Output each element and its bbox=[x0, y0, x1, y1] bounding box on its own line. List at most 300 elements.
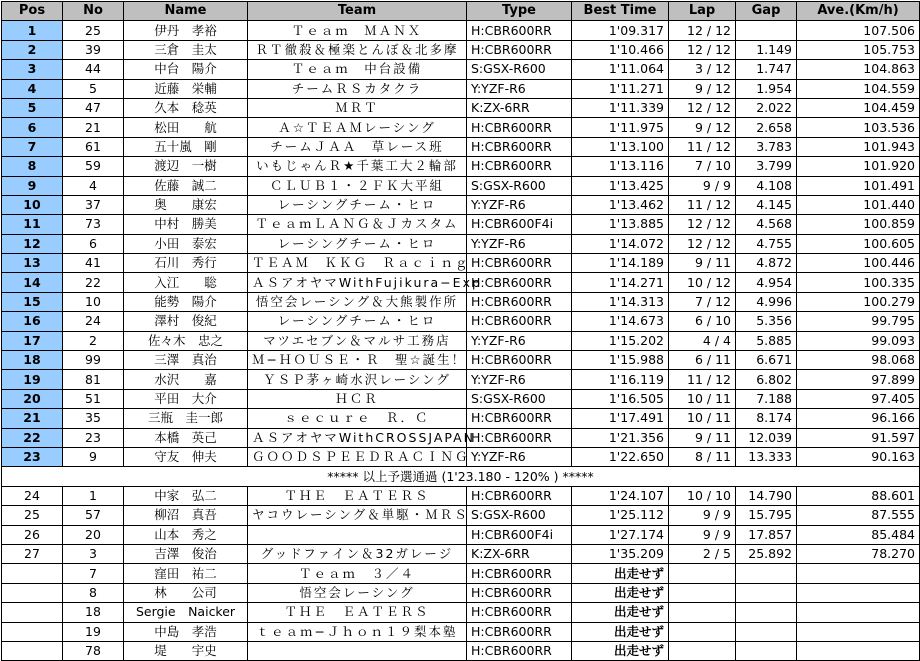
pos-cell: 20 bbox=[2, 389, 63, 408]
lap-cell: 12 / 12 bbox=[669, 40, 736, 59]
table-row bbox=[2, 292, 920, 311]
lap-cell: 12 / 12 bbox=[669, 98, 736, 117]
name-cell: 久本 稔英 bbox=[124, 98, 248, 117]
col-lap: Lap bbox=[669, 2, 736, 21]
pos-cell: 19 bbox=[2, 370, 63, 389]
average-speed-cell: 101.440 bbox=[797, 195, 920, 214]
pos-cell: 23 bbox=[2, 447, 63, 466]
table-row bbox=[2, 370, 920, 389]
type-cell: Y:YZF-R6 bbox=[467, 447, 572, 466]
dns-row bbox=[2, 564, 920, 583]
best-time-cell: 1'16.119 bbox=[572, 370, 669, 389]
best-time-cell: 1'35.209 bbox=[572, 544, 669, 563]
lap-cell: 9 / 11 bbox=[669, 254, 736, 273]
best-time-cell: 1'25.112 bbox=[572, 506, 669, 525]
col-gap: Gap bbox=[736, 2, 797, 21]
best-time-cell: 1'27.174 bbox=[572, 525, 669, 544]
dns-row bbox=[2, 603, 920, 622]
type-cell: S:GSX-R600 bbox=[467, 176, 572, 195]
best-time-cell: 1'09.317 bbox=[572, 21, 669, 40]
name-cell: 吉澤 俊治 bbox=[124, 544, 248, 563]
average-speed-cell: 91.597 bbox=[797, 428, 920, 447]
average-speed-cell bbox=[797, 603, 920, 622]
gap-cell: 4.872 bbox=[736, 254, 797, 273]
type-cell: Y:YZF-R6 bbox=[467, 370, 572, 389]
best-time-cell: 1'22.650 bbox=[572, 447, 669, 466]
team-cell: ｓｅｃｕｒｅ Ｒ．Ｃ bbox=[248, 409, 467, 428]
name-cell: 三澤 真治 bbox=[124, 351, 248, 370]
average-speed-cell: 101.920 bbox=[797, 157, 920, 176]
lap-cell bbox=[669, 564, 736, 583]
number-cell: 81 bbox=[63, 370, 124, 389]
pos-cell: 9 bbox=[2, 176, 63, 195]
pos-cell: 21 bbox=[2, 409, 63, 428]
team-cell: Ｍ−ＨＯＵＳＥ・Ｒ 聖☆誕生！ bbox=[248, 351, 467, 370]
team-cell: チームＪＡＡ 草レース班 bbox=[248, 137, 467, 156]
table-row bbox=[2, 98, 920, 117]
gap-cell: 3.799 bbox=[736, 157, 797, 176]
table-row bbox=[2, 409, 920, 428]
type-cell: H:CBR600RR bbox=[467, 157, 572, 176]
number-cell: 73 bbox=[63, 215, 124, 234]
name-cell: 中台 陽介 bbox=[124, 60, 248, 79]
pos-cell bbox=[2, 603, 63, 622]
gap-cell: 5.356 bbox=[736, 312, 797, 331]
lap-cell bbox=[669, 622, 736, 641]
lap-cell bbox=[669, 641, 736, 660]
team-cell: ＣＬＵＢ１・２ＦＫ大平組 bbox=[248, 176, 467, 195]
table-row bbox=[2, 40, 920, 59]
pos-cell: 5 bbox=[2, 98, 63, 117]
number-cell: 57 bbox=[63, 506, 124, 525]
dns-status-cell: 出走せず bbox=[572, 583, 669, 602]
lap-cell: 12 / 12 bbox=[669, 215, 736, 234]
header-row bbox=[2, 2, 920, 21]
lap-cell: 12 / 12 bbox=[669, 234, 736, 253]
gap-cell: 2.022 bbox=[736, 98, 797, 117]
type-cell: H:CBR600RR bbox=[467, 603, 572, 622]
name-cell: 三瓶 圭一郎 bbox=[124, 409, 248, 428]
gap-cell bbox=[736, 603, 797, 622]
team-cell: Ｔｅａｍ ３／４ bbox=[248, 564, 467, 583]
best-time-cell: 1'24.107 bbox=[572, 486, 669, 505]
best-time-cell: 1'14.189 bbox=[572, 254, 669, 273]
name-cell: 五十嵐 剛 bbox=[124, 137, 248, 156]
average-speed-cell: 99.795 bbox=[797, 312, 920, 331]
average-speed-cell: 104.459 bbox=[797, 98, 920, 117]
type-cell: H:CBR600F4i bbox=[467, 215, 572, 234]
pos-cell: 13 bbox=[2, 254, 63, 273]
average-speed-cell: 103.536 bbox=[797, 118, 920, 137]
best-time-cell: 1'15.988 bbox=[572, 351, 669, 370]
lap-cell: 12 / 12 bbox=[669, 21, 736, 40]
type-cell: H:CBR600RR bbox=[467, 312, 572, 331]
table-row bbox=[2, 118, 920, 137]
lap-cell: 2 / 5 bbox=[669, 544, 736, 563]
pos-cell: 8 bbox=[2, 157, 63, 176]
col-no: No bbox=[63, 2, 124, 21]
gap-cell bbox=[736, 641, 797, 660]
pos-cell bbox=[2, 622, 63, 641]
average-speed-cell bbox=[797, 564, 920, 583]
gap-cell: 5.885 bbox=[736, 331, 797, 350]
pos-cell: 22 bbox=[2, 428, 63, 447]
type-cell: H:CBR600RR bbox=[467, 486, 572, 505]
number-cell: 21 bbox=[63, 118, 124, 137]
team-cell: ヤコウレーシング＆単駆・ＭＲＳ bbox=[248, 506, 467, 525]
gap-cell: 7.188 bbox=[736, 389, 797, 408]
type-cell: K:ZX-6RR bbox=[467, 544, 572, 563]
lap-cell: 10 / 11 bbox=[669, 389, 736, 408]
number-cell: 59 bbox=[63, 157, 124, 176]
name-cell: 入江 聡 bbox=[124, 273, 248, 292]
name-cell: 渡辺 一樹 bbox=[124, 157, 248, 176]
gap-cell: 1.954 bbox=[736, 79, 797, 98]
best-time-cell: 1'17.491 bbox=[572, 409, 669, 428]
best-time-cell: 1'15.202 bbox=[572, 331, 669, 350]
pos-cell: 7 bbox=[2, 137, 63, 156]
average-speed-cell bbox=[797, 641, 920, 660]
name-cell: 伊丹 孝裕 bbox=[124, 21, 248, 40]
pos-cell: 14 bbox=[2, 273, 63, 292]
team-cell: Ｔｅａｍ 中台設備 bbox=[248, 60, 467, 79]
table-row bbox=[2, 447, 920, 466]
table-row bbox=[2, 331, 920, 350]
number-cell: 39 bbox=[63, 40, 124, 59]
team-cell bbox=[248, 525, 467, 544]
name-cell: Sergie Naicker bbox=[124, 603, 248, 622]
number-cell: 4 bbox=[63, 176, 124, 195]
dns-status-cell: 出走せず bbox=[572, 641, 669, 660]
table-row bbox=[2, 254, 920, 273]
team-cell: ＲＴ徹殺＆極楽とんぼ＆北多摩 bbox=[248, 40, 467, 59]
pos-cell: 4 bbox=[2, 79, 63, 98]
name-cell: 小田 泰宏 bbox=[124, 234, 248, 253]
team-cell bbox=[248, 641, 467, 660]
average-speed-cell: 107.506 bbox=[797, 21, 920, 40]
team-cell: ＴＥＡＭ ＫＫＧ Ｒａｃｉｎｇ bbox=[248, 254, 467, 273]
team-cell: Ａ☆ＴＥＡＭレーシング bbox=[248, 118, 467, 137]
average-speed-cell: 99.093 bbox=[797, 331, 920, 350]
name-cell: 本橋 英己 bbox=[124, 428, 248, 447]
lap-cell: 9 / 9 bbox=[669, 176, 736, 195]
average-speed-cell: 100.605 bbox=[797, 234, 920, 253]
lap-cell: 4 / 4 bbox=[669, 331, 736, 350]
lap-cell: 10 / 12 bbox=[669, 273, 736, 292]
table-row bbox=[2, 312, 920, 331]
type-cell: S:GSX-R600 bbox=[467, 506, 572, 525]
gap-cell bbox=[736, 622, 797, 641]
best-time-cell: 1'14.673 bbox=[572, 312, 669, 331]
dns-row bbox=[2, 583, 920, 602]
average-speed-cell: 98.068 bbox=[797, 351, 920, 370]
table-row bbox=[2, 234, 920, 253]
lap-cell: 9 / 12 bbox=[669, 118, 736, 137]
best-time-cell: 1'13.885 bbox=[572, 215, 669, 234]
table-row bbox=[2, 79, 920, 98]
best-time-cell: 1'13.116 bbox=[572, 157, 669, 176]
team-cell: マツエセブン＆マルサ工務店 bbox=[248, 331, 467, 350]
qualifying-cutoff-note: ***** 以上予選通過 (1'23.180 - 120% ) ***** bbox=[2, 467, 920, 486]
name-cell: 松田 航 bbox=[124, 118, 248, 137]
type-cell: H:CBR600RR bbox=[467, 351, 572, 370]
team-cell: ｔｅａｍ−Ｊｈｏｎ１９梨本塾 bbox=[248, 622, 467, 641]
number-cell: 25 bbox=[63, 21, 124, 40]
average-speed-cell: 105.753 bbox=[797, 40, 920, 59]
dns-row bbox=[2, 622, 920, 641]
average-speed-cell: 100.859 bbox=[797, 215, 920, 234]
name-cell: 近藤 栄輔 bbox=[124, 79, 248, 98]
type-cell: H:CBR600RR bbox=[467, 40, 572, 59]
gap-cell: 15.795 bbox=[736, 506, 797, 525]
number-cell: 6 bbox=[63, 234, 124, 253]
name-cell: 佐藤 誠二 bbox=[124, 176, 248, 195]
number-cell: 23 bbox=[63, 428, 124, 447]
number-cell: 78 bbox=[63, 641, 124, 660]
type-cell: H:CBR600RR bbox=[467, 622, 572, 641]
best-time-cell: 1'13.462 bbox=[572, 195, 669, 214]
type-cell: H:CBR600RR bbox=[467, 292, 572, 311]
pos-cell bbox=[2, 641, 63, 660]
lap-cell: 8 / 11 bbox=[669, 447, 736, 466]
best-time-cell: 1'14.072 bbox=[572, 234, 669, 253]
number-cell: 61 bbox=[63, 137, 124, 156]
type-cell: H:CBR600RR bbox=[467, 641, 572, 660]
best-time-cell: 1'14.271 bbox=[572, 273, 669, 292]
team-cell: レーシングチーム・ヒロ bbox=[248, 195, 467, 214]
name-cell: 能勢 陽介 bbox=[124, 292, 248, 311]
average-speed-cell: 100.446 bbox=[797, 254, 920, 273]
pos-cell: 12 bbox=[2, 234, 63, 253]
table-row bbox=[2, 389, 920, 408]
table-row bbox=[2, 176, 920, 195]
team-cell: ＡＳアオヤマWithCROSSJAPAN bbox=[248, 428, 467, 447]
best-time-cell: 1'10.466 bbox=[572, 40, 669, 59]
col-team: Team bbox=[248, 2, 467, 21]
table-row bbox=[2, 195, 920, 214]
name-cell: 平田 大介 bbox=[124, 389, 248, 408]
best-time-cell: 1'11.975 bbox=[572, 118, 669, 137]
name-cell: 堤 宇史 bbox=[124, 641, 248, 660]
gap-cell: 4.954 bbox=[736, 273, 797, 292]
team-cell: 悟空会レーシング bbox=[248, 583, 467, 602]
type-cell: H:CBR600F4i bbox=[467, 525, 572, 544]
lap-cell: 11 / 12 bbox=[669, 137, 736, 156]
best-time-cell: 1'11.271 bbox=[572, 79, 669, 98]
number-cell: 3 bbox=[63, 544, 124, 563]
name-cell: 中村 勝美 bbox=[124, 215, 248, 234]
gap-cell: 25.892 bbox=[736, 544, 797, 563]
average-speed-cell: 96.166 bbox=[797, 409, 920, 428]
average-speed-cell: 78.270 bbox=[797, 544, 920, 563]
team-cell: 悟空会レーシング＆大熊製作所 bbox=[248, 292, 467, 311]
average-speed-cell: 101.943 bbox=[797, 137, 920, 156]
type-cell: H:CBR600RR bbox=[467, 564, 572, 583]
type-cell: H:CBR600RR bbox=[467, 21, 572, 40]
number-cell: 41 bbox=[63, 254, 124, 273]
number-cell: 19 bbox=[63, 622, 124, 641]
type-cell: H:CBR600RR bbox=[467, 428, 572, 447]
dns-row bbox=[2, 641, 920, 660]
name-cell: 林 公司 bbox=[124, 583, 248, 602]
best-time-cell: 1'13.425 bbox=[572, 176, 669, 195]
pos-cell: 26 bbox=[2, 525, 63, 544]
number-cell: 5 bbox=[63, 79, 124, 98]
average-speed-cell: 104.863 bbox=[797, 60, 920, 79]
name-cell: 中島 孝浩 bbox=[124, 622, 248, 641]
col-ave: Ave.(Km/h) bbox=[797, 2, 920, 21]
gap-cell bbox=[736, 564, 797, 583]
best-time-cell: 1'11.339 bbox=[572, 98, 669, 117]
type-cell: H:CBR600RR bbox=[467, 118, 572, 137]
best-time-cell: 1'21.356 bbox=[572, 428, 669, 447]
average-speed-cell: 85.484 bbox=[797, 525, 920, 544]
name-cell: 佐々木 忠之 bbox=[124, 331, 248, 350]
team-cell: レーシングチーム・ヒロ bbox=[248, 312, 467, 331]
lap-cell: 9 / 11 bbox=[669, 428, 736, 447]
pos-cell bbox=[2, 564, 63, 583]
lap-cell: 10 / 11 bbox=[669, 409, 736, 428]
type-cell: Y:YZF-R6 bbox=[467, 195, 572, 214]
type-cell: Y:YZF-R6 bbox=[467, 234, 572, 253]
pos-cell: 2 bbox=[2, 40, 63, 59]
number-cell: 1 bbox=[63, 486, 124, 505]
name-cell: 澤村 俊紀 bbox=[124, 312, 248, 331]
number-cell: 20 bbox=[63, 525, 124, 544]
best-time-cell: 1'14.313 bbox=[572, 292, 669, 311]
type-cell: H:CBR600RR bbox=[467, 137, 572, 156]
number-cell: 8 bbox=[63, 583, 124, 602]
table-row bbox=[2, 506, 920, 525]
lap-cell bbox=[669, 603, 736, 622]
pos-cell: 16 bbox=[2, 312, 63, 331]
col-best-time: Best Time bbox=[572, 2, 669, 21]
pos-cell: 27 bbox=[2, 544, 63, 563]
average-speed-cell: 100.335 bbox=[797, 273, 920, 292]
name-cell: 窪田 祐二 bbox=[124, 564, 248, 583]
number-cell: 37 bbox=[63, 195, 124, 214]
team-cell: ＧＯＯＤＳＰＥＥＤＲＡＣＩＮＧ bbox=[248, 447, 467, 466]
table-row bbox=[2, 215, 920, 234]
gap-cell: 6.671 bbox=[736, 351, 797, 370]
gap-cell: 3.783 bbox=[736, 137, 797, 156]
average-speed-cell: 101.491 bbox=[797, 176, 920, 195]
team-cell: チームＲＳカタクラ bbox=[248, 79, 467, 98]
team-cell: いもじゃんＲ★千葉工大２輪部 bbox=[248, 157, 467, 176]
average-speed-cell: 88.601 bbox=[797, 486, 920, 505]
pos-cell: 11 bbox=[2, 215, 63, 234]
average-speed-cell bbox=[797, 583, 920, 602]
gap-cell: 8.174 bbox=[736, 409, 797, 428]
average-speed-cell: 100.279 bbox=[797, 292, 920, 311]
number-cell: 10 bbox=[63, 292, 124, 311]
number-cell: 51 bbox=[63, 389, 124, 408]
table-row bbox=[2, 273, 920, 292]
lap-cell: 10 / 10 bbox=[669, 486, 736, 505]
gap-cell: 17.857 bbox=[736, 525, 797, 544]
average-speed-cell: 90.163 bbox=[797, 447, 920, 466]
type-cell: H:CBR600RR bbox=[467, 583, 572, 602]
type-cell: Y:YZF-R6 bbox=[467, 331, 572, 350]
type-cell: S:GSX-R600 bbox=[467, 60, 572, 79]
pos-cell: 1 bbox=[2, 21, 63, 40]
number-cell: 22 bbox=[63, 273, 124, 292]
qualifying-cutoff-row bbox=[2, 467, 920, 486]
pos-cell: 25 bbox=[2, 506, 63, 525]
pos-cell bbox=[2, 583, 63, 602]
results-body bbox=[2, 21, 920, 661]
gap-cell: 2.658 bbox=[736, 118, 797, 137]
team-cell: ＨＣＲ bbox=[248, 389, 467, 408]
lap-cell: 9 / 9 bbox=[669, 525, 736, 544]
team-cell: ＹＳＰ茅ヶ崎水沢レーシング bbox=[248, 370, 467, 389]
col-name: Name bbox=[124, 2, 248, 21]
dns-status-cell: 出走せず bbox=[572, 603, 669, 622]
name-cell: 守友 伸夫 bbox=[124, 447, 248, 466]
average-speed-cell: 87.555 bbox=[797, 506, 920, 525]
lap-cell: 9 / 12 bbox=[669, 79, 736, 98]
dns-status-cell: 出走せず bbox=[572, 564, 669, 583]
gap-cell: 1.149 bbox=[736, 40, 797, 59]
gap-cell: 14.790 bbox=[736, 486, 797, 505]
average-speed-cell: 97.899 bbox=[797, 370, 920, 389]
pos-cell: 10 bbox=[2, 195, 63, 214]
table-row bbox=[2, 21, 920, 40]
team-cell: ＭＲＴ bbox=[248, 98, 467, 117]
dns-status-cell: 出走せず bbox=[572, 622, 669, 641]
type-cell: H:CBR600RR bbox=[467, 409, 572, 428]
table-row bbox=[2, 525, 920, 544]
gap-cell: 4.755 bbox=[736, 234, 797, 253]
number-cell: 2 bbox=[63, 331, 124, 350]
table-row bbox=[2, 137, 920, 156]
team-cell: Ｔｅａｍ ＭＡＮＸ bbox=[248, 21, 467, 40]
gap-cell bbox=[736, 21, 797, 40]
best-time-cell: 1'16.505 bbox=[572, 389, 669, 408]
lap-cell: 11 / 12 bbox=[669, 370, 736, 389]
team-cell: レーシングチーム・ヒロ bbox=[248, 234, 467, 253]
team-cell: ＴｅａｍＬＡＮＧ＆Ｊカスタム bbox=[248, 215, 467, 234]
lap-cell: 3 / 12 bbox=[669, 60, 736, 79]
name-cell: 柳沼 真吾 bbox=[124, 506, 248, 525]
number-cell: 24 bbox=[63, 312, 124, 331]
table-row bbox=[2, 428, 920, 447]
lap-cell: 7 / 12 bbox=[669, 292, 736, 311]
col-type: Type bbox=[467, 2, 572, 21]
pos-cell: 15 bbox=[2, 292, 63, 311]
number-cell: 7 bbox=[63, 564, 124, 583]
name-cell: 中家 弘二 bbox=[124, 486, 248, 505]
team-cell: ＴＨＥ ＥＡＴＥＲＳ bbox=[248, 486, 467, 505]
pos-cell: 18 bbox=[2, 351, 63, 370]
table-row bbox=[2, 351, 920, 370]
gap-cell: 4.145 bbox=[736, 195, 797, 214]
table-row bbox=[2, 60, 920, 79]
number-cell: 18 bbox=[63, 603, 124, 622]
name-cell: 水沢 嘉 bbox=[124, 370, 248, 389]
best-time-cell: 1'13.100 bbox=[572, 137, 669, 156]
number-cell: 99 bbox=[63, 351, 124, 370]
gap-cell: 12.039 bbox=[736, 428, 797, 447]
results-table bbox=[1, 1, 920, 661]
col-pos: Pos bbox=[2, 2, 63, 21]
table-row bbox=[2, 486, 920, 505]
lap-cell bbox=[669, 583, 736, 602]
average-speed-cell: 104.559 bbox=[797, 79, 920, 98]
number-cell: 44 bbox=[63, 60, 124, 79]
gap-cell: 13.333 bbox=[736, 447, 797, 466]
number-cell: 9 bbox=[63, 447, 124, 466]
